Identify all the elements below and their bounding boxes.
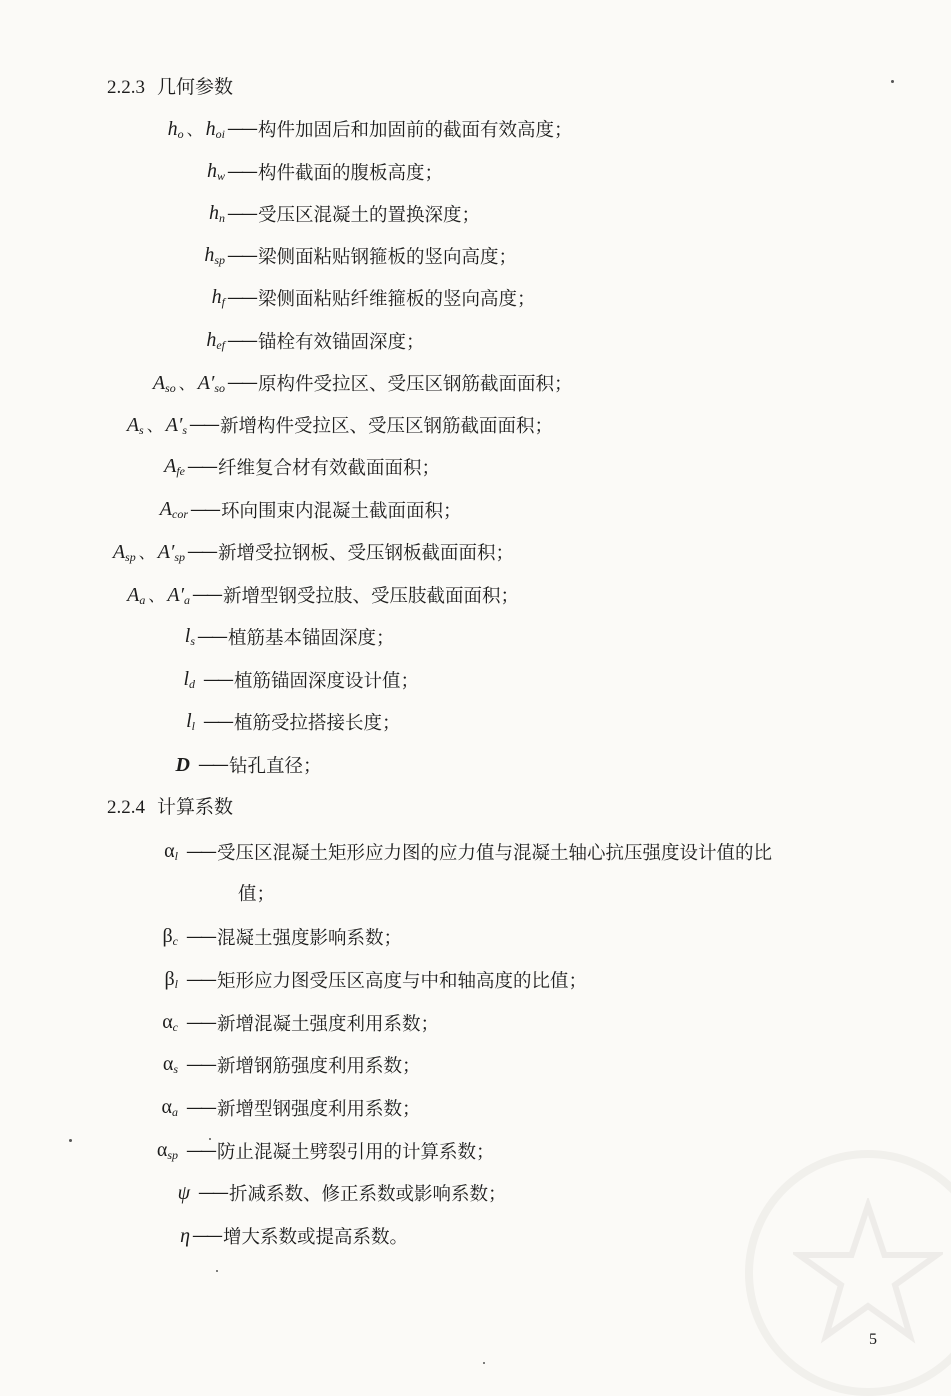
- term-symbol: $A_s$ 、 $A'_s$: [126, 413, 187, 437]
- term-row-aa: [118, 580, 519, 610]
- term-description: 混凝土强度影响系数；: [217, 928, 403, 949]
- em-dash: ——: [227, 331, 255, 351]
- term-description: 新增型钢受拉肢、受压肢截面面积；: [223, 586, 520, 607]
- term-symbol: $\beta_l$: [164, 968, 178, 991]
- term-symbol: D: [175, 753, 190, 776]
- term-description: 梁侧面粘贴纤维箍板的竖向高度；: [258, 289, 536, 310]
- em-dash: ——: [227, 119, 255, 139]
- term-symbol: $l_d$: [183, 668, 195, 691]
- section-heading-geometry: [107, 75, 233, 100]
- em-dash: ——: [186, 1055, 214, 1075]
- term-description: 纤维复合材有效截面面积；: [218, 458, 441, 479]
- term-row-aso: [105, 368, 573, 398]
- term-row-hf: [110, 283, 536, 313]
- term-row-hn: [110, 199, 480, 229]
- term-row-h0: [110, 114, 573, 144]
- term-description: 新增型钢强度利用系数；: [217, 1099, 421, 1120]
- scan-speck: [483, 1362, 485, 1364]
- em-dash: ——: [227, 373, 255, 393]
- background-seal: [745, 1150, 951, 1396]
- page-number: 5: [869, 1331, 877, 1348]
- term-description: 折减系数、修正系数或影响系数；: [229, 1184, 507, 1205]
- term-row-as: [112, 410, 553, 440]
- term-symbol: $\alpha_c$: [162, 1011, 178, 1034]
- section-number: 2.2.4: [107, 797, 145, 818]
- term-symbol: $A_{so}$ 、 $A'_{so}$: [152, 371, 225, 395]
- term-row-hsp: [110, 241, 517, 271]
- term-row-asp: [105, 537, 514, 567]
- em-dash: ——: [186, 970, 214, 990]
- em-dash: ——: [203, 670, 231, 690]
- em-dash: ——: [189, 415, 217, 435]
- term-description: 环向围束内混凝土截面面积；: [221, 501, 462, 522]
- term-symbol: $h_w$: [206, 160, 225, 183]
- term-description: 植筋基本锚固深度；: [228, 628, 395, 649]
- term-row-alphasp: [110, 1136, 495, 1166]
- term-row-alphac: [110, 1008, 439, 1038]
- term-description: 原构件受拉区、受压区钢筋截面面积；: [258, 374, 573, 395]
- term-row-ld: [110, 665, 419, 695]
- term-row-alphas: [110, 1050, 421, 1080]
- em-dash: ——: [198, 755, 226, 775]
- term-row-d: [110, 750, 322, 780]
- term-row-eta: [110, 1221, 408, 1251]
- term-row-afe: [110, 452, 440, 482]
- term-symbol: $A_{fe}$: [164, 455, 185, 478]
- term-symbol: η: [180, 1224, 190, 1247]
- em-dash: ——: [186, 927, 214, 947]
- section-heading-coefficients: [107, 795, 233, 820]
- em-dash: ——: [227, 246, 255, 266]
- term-symbol: ψ: [177, 1181, 190, 1204]
- em-dash: ——: [186, 1013, 214, 1033]
- em-dash: ——: [203, 712, 231, 732]
- term-description: 新增钢筋强度利用系数；: [217, 1056, 421, 1077]
- em-dash: ——: [190, 500, 218, 520]
- term-symbol: $l_l$: [186, 710, 195, 733]
- term-description: 构件截面的腹板高度；: [258, 163, 444, 184]
- em-dash: ——: [198, 1183, 226, 1203]
- term-description: 受压区混凝土的置换深度；: [258, 205, 481, 226]
- term-symbol: $h_f$: [211, 286, 225, 309]
- em-dash: ——: [186, 1098, 214, 1118]
- term-description-continuation: 值；: [238, 884, 276, 905]
- em-dash: ——: [187, 457, 215, 477]
- term-description: 矩形应力图受压区高度与中和轴高度的比值；: [217, 971, 588, 992]
- term-row-beta1: [110, 965, 587, 995]
- term-row-psi: [110, 1178, 507, 1208]
- term-row-hw: [110, 157, 443, 187]
- em-dash: ——: [186, 1141, 214, 1161]
- term-description: 钻孔直径；: [229, 756, 322, 777]
- term-symbol: $\beta_c$: [162, 925, 178, 948]
- term-description: 防止混凝土劈裂引用的计算系数；: [217, 1142, 495, 1163]
- term-row-betac: [110, 922, 402, 952]
- term-symbol: $\alpha_l$: [164, 840, 178, 863]
- term-description: 构件加固后和加固前的截面有效高度；: [258, 120, 573, 141]
- term-symbol: $h_{ef}$: [206, 329, 225, 352]
- term-description: 植筋锚固深度设计值；: [234, 671, 420, 692]
- term-description: 增大系数或提高系数。: [223, 1227, 409, 1248]
- em-dash: ——: [192, 585, 220, 605]
- scan-speck: [69, 1139, 72, 1142]
- term-symbol: $\alpha_s$: [162, 1053, 178, 1076]
- scan-speck: [891, 80, 894, 83]
- term-description: 新增混凝土强度利用系数；: [217, 1014, 440, 1035]
- em-dash: ——: [186, 842, 214, 862]
- term-symbol: $h_n$: [209, 202, 225, 225]
- term-description: 锚栓有效锚固深度；: [258, 332, 425, 353]
- term-symbol: $\alpha_{sp}$: [156, 1139, 178, 1162]
- term-symbol: $l_s$: [184, 625, 195, 648]
- em-dash: ——: [192, 1226, 220, 1246]
- section-number: 2.2.3: [107, 77, 145, 98]
- em-dash: ——: [197, 627, 225, 647]
- em-dash: ——: [227, 288, 255, 308]
- scan-speck: [216, 1270, 218, 1272]
- term-symbol: $A_{sp}$ 、 $A'_{sp}$: [112, 540, 185, 564]
- term-symbol: $A_a$ 、 $A'_a$: [127, 583, 190, 607]
- term-symbol: $A_{cor}$: [159, 498, 188, 521]
- term-row-hef: [110, 326, 425, 356]
- em-dash: ——: [227, 162, 255, 182]
- term-row-ll: [110, 707, 401, 737]
- term-row-alphaa: [110, 1093, 421, 1123]
- term-description: 新增受拉钢板、受压钢板截面面积；: [218, 543, 515, 564]
- term-description: 受压区混凝土矩形应力图的应力值与混凝土轴心抗压强度设计值的比: [217, 843, 773, 864]
- scan-speck: [209, 1138, 211, 1140]
- term-description: 梁侧面粘贴钢箍板的竖向高度；: [258, 247, 518, 268]
- term-description: 新增构件受拉区、受压区钢筋截面面积；: [220, 416, 554, 437]
- term-symbol: $h_{sp}$: [204, 244, 225, 267]
- star-emblem-icon: [793, 1198, 943, 1348]
- term-row-acor: [110, 495, 462, 525]
- term-row-ls: [110, 622, 395, 652]
- term-description: 植筋受拉搭接长度；: [234, 713, 401, 734]
- term-symbol: $\alpha_a$: [161, 1096, 178, 1119]
- em-dash: ——: [187, 542, 215, 562]
- em-dash: ——: [227, 204, 255, 224]
- term-symbol: $h_o$ 、 $h_{oi}$: [167, 117, 225, 141]
- section-title: 计算系数: [157, 796, 234, 818]
- section-title: 几何参数: [157, 76, 234, 98]
- term-row-alpha1: [110, 837, 772, 867]
